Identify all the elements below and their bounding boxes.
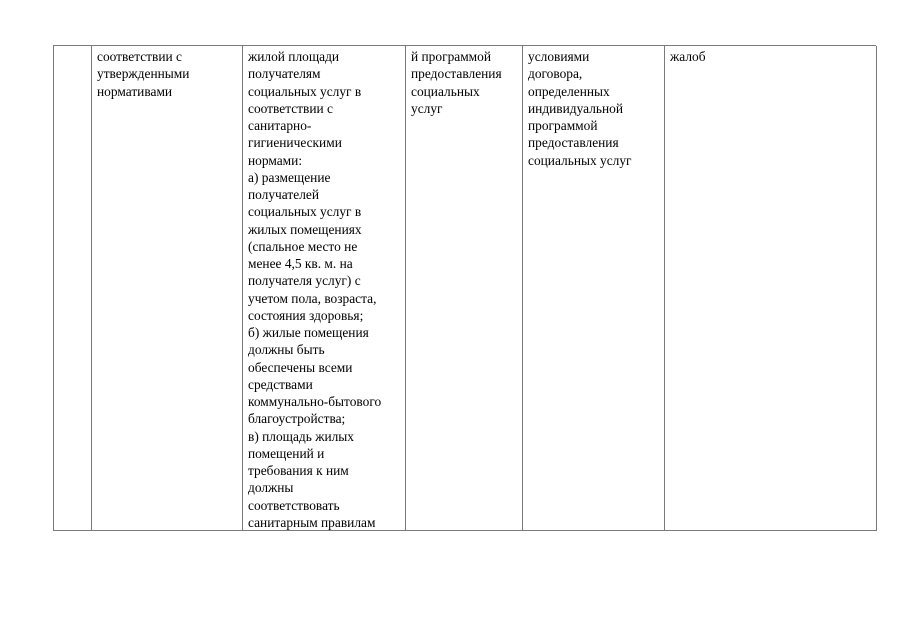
table-cell-contract-conditions: условиями договора, определенных индивидуальной программой предоставления социальных услуг <box>523 46 665 531</box>
table-cell-program: й программой предоставления социальных услуг <box>406 46 523 531</box>
table-cell-living-space: жилой площади получателям социальных услуг в соответствии с санитарно- гигиеническими нормами: а) размещение получателей социальных услуг в жилых помещениях (спальное место не менее 4,5 кв. м. на получателя услуг) с учетом пола, возраста, состояния здоровья; б) жилые помещения должны быть обеспечены всеми средствами коммунально-бытового благоустройства; в) площадь жилых помещений и требования к ним должны соответствовать санитарным правилам <box>243 46 406 531</box>
services-table <box>53 45 876 531</box>
table-cell-complaints: жалоб <box>665 46 877 531</box>
table-cell-number <box>54 46 92 531</box>
table-cell-standards: соответствии с утвержденными нормативами <box>92 46 243 531</box>
